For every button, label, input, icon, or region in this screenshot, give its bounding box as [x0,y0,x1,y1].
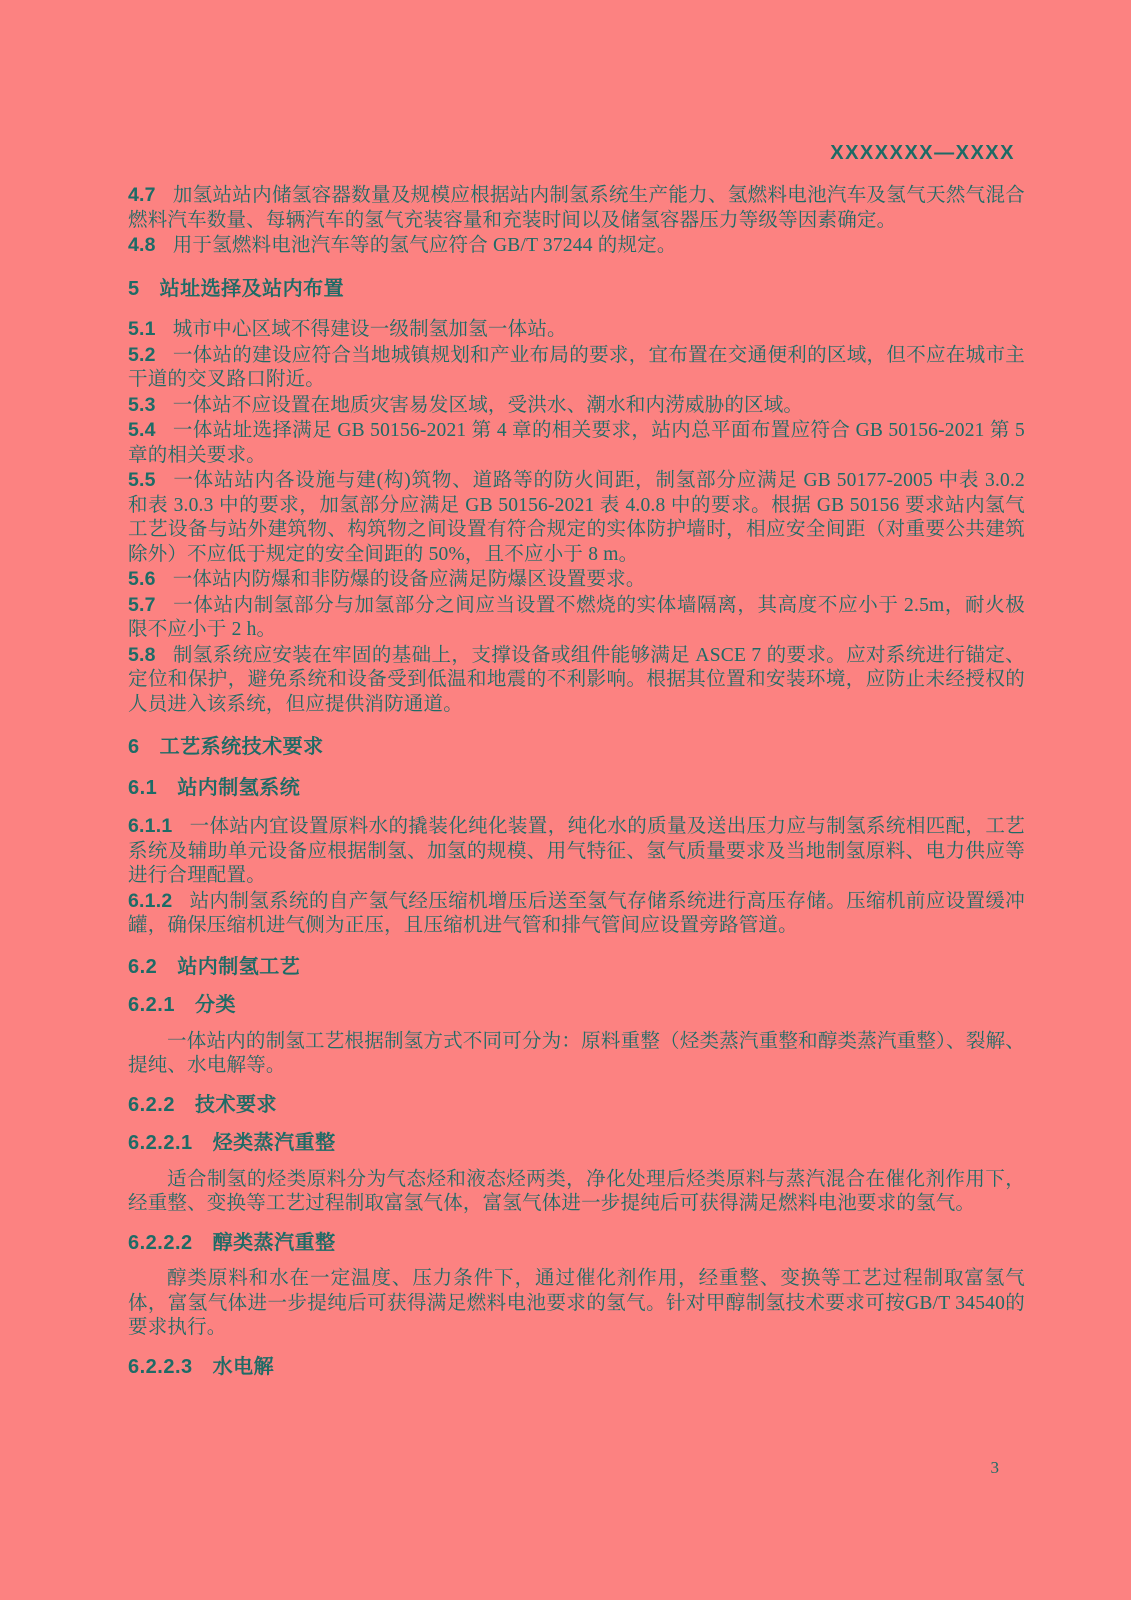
clause-text: 一体站站内各设施与建(构)筑物、道路等的防火间距，制氢部分应满足 GB 50177-2005 中表 3.0.2 和表 3.0.3 中的要求，加氢部分应满足 GB 50156-2021 表 4.0.8 中的要求。根据 GB 50156 要求站内氢气工艺设备与站外建筑物、构筑物之间设置有符合规定的实体防护墙时，相应安全间距（对重要公共建筑除外）不应低于规定的安全间距的 50%，且不应小于 8 m。 [128,470,1025,565]
section-heading [128,776,1025,801]
clause-number: 4.7 [128,184,156,206]
section-heading [128,1355,1025,1380]
page-number: 3 [990,1458,999,1477]
paragraph [128,1168,1025,1217]
heading-title: 醇类蒸汽重整 [212,1231,336,1254]
content [128,183,1025,1379]
section-heading [128,955,1025,980]
paragraph [128,1030,1025,1079]
heading-number: 6.1 [128,776,158,799]
clause-number: 5.2 [128,343,156,366]
clause [128,468,1025,567]
section-heading [128,993,1025,1018]
clause-text: 一体站内防爆和非防爆的设备应满足防爆区设置要求。 [172,569,646,590]
clause [128,343,1025,393]
clause-text: 用于氢燃料电池汽车等的氢气应符合 GB/T 37244 的规定。 [172,235,677,256]
heading-title: 烃类蒸汽重整 [212,1132,336,1154]
clause-text: 一体站址选择满足 GB 50156-2021 第 4 章的相关要求，站内总平面布置应符合 GB 50156-2021 第 5 章的相关要求。 [128,420,1025,466]
heading-number: 6.2.2.3 [128,1355,193,1378]
clause-text: 城市中心区域不得建设一级制氢加氢一体站。 [172,319,567,340]
clause-number: 5.7 [128,593,156,616]
heading-number: 6.2 [128,955,158,978]
section-heading [128,277,1025,302]
clause-text: 一体站内宜设置原料水的撬装化纯化装置，纯化水的质量及送出压力应与制氢系统相匹配，工艺系统及辅助单元设备应根据制氢、加氢的规模、用气特征、氢气质量要求及当地制氢原料、电力供应等进行合理配置。 [128,816,1025,886]
doc-number: XXXXXXX—XXXX [830,142,1015,164]
heading-title: 站内制氢工艺 [177,955,301,978]
paragraph-text: 醇类原料和水在一定温度、压力条件下，通过催化剂作用，经重整、变换等工艺过程制取富氢气体，富氢气体进一步提纯后可获得满足燃料电池要求的氢气。针对甲醇制氢技术要求可按GB/T 34540的要求执行。 [128,1268,1025,1338]
clause-text: 加氢站站内储氢容器数量及规模应根据站内制氢系统生产能力、氢燃料电池汽车及氢气天然气混合燃料汽车数量、每辆汽车的氢气充装容量和充装时间以及储氢容器压力等级等因素确定。 [128,185,1025,231]
paragraph-text: 一体站内的制氢工艺根据制氢方式不同可分为：原料重整（烃类蒸汽重整和醇类蒸汽重整）、裂解、提纯、水电解等。 [128,1030,1025,1076]
heading-title: 工艺系统技术要求 [159,736,324,758]
clause [128,889,1025,939]
clause-text: 一体站的建设应符合当地城镇规划和产业布局的要求，宜布置在交通便利的区域，但不应在城市主干道的交叉路口附近。 [128,344,1025,390]
clause [128,317,1025,343]
clause [128,393,1025,419]
heading-number: 6.2.2.1 [128,1132,193,1154]
heading-number: 6.2.2 [128,1093,175,1116]
heading-number: 6.2.1 [128,994,175,1016]
clause-number: 6.1.1 [128,815,173,837]
section-heading [128,1231,1025,1256]
clause-text: 一体站不应设置在地质灾害易发区域，受洪水、潮水和内涝威胁的区域。 [172,394,804,416]
clause [128,814,1025,889]
section-heading [128,735,1025,760]
clause-text: 一体站内制氢部分与加氢部分之间应当设置不燃烧的实体墙隔离，其高度不应小于 2.5m，耐火极限不应小于 2 h。 [128,594,1025,640]
heading-title: 技术要求 [194,1093,277,1116]
clause-number: 5.5 [128,469,156,491]
clause [128,233,1025,259]
clause-number: 5.6 [128,568,156,590]
clause [128,643,1025,718]
clause-text: 站内制氢系统的自产氢气经压缩机增压后送至氢气存储系统进行高压存储。压缩机前应设置缓冲罐，确保压缩机进气侧为正压，且压缩机进气管和排气管间应设置旁路管道。 [128,890,1025,936]
heading-number: 5 [128,277,140,300]
clause [128,183,1025,233]
clause-number: 5.1 [128,318,156,340]
clause-number: 5.8 [128,643,156,666]
clause [128,593,1025,643]
heading-title: 站址选择及站内布置 [159,277,345,300]
clause-text: 制氢系统应安装在牢固的基础上，支撑设备或组件能够满足 ASCE 7 的要求。应对系统进行锚定、定位和保护，避免系统和设备受到低温和地震的不利影响。根据其位置和安装环境，应防止未经授权的人员进入该系统，但应提供消防通道。 [128,644,1025,715]
section-heading [128,1093,1025,1118]
clause-number: 5.4 [128,419,156,441]
clause [128,567,1025,593]
heading-number: 6.2.2.2 [128,1231,193,1254]
paragraph-text: 适合制氢的烃类原料分为气态烃和液态烃两类，净化处理后烃类原料与蒸汽混合在催化剂作用下，经重整、变换等工艺过程制取富氢气体，富氢气体进一步提纯后可获得满足燃料电池要求的氢气。 [128,1168,1025,1214]
clause-number: 6.1.2 [128,889,173,912]
paragraph [128,1267,1025,1341]
clause [128,418,1025,468]
clause-number: 4.8 [128,234,156,256]
section-heading [128,1131,1025,1156]
heading-title: 水电解 [212,1355,275,1378]
clause-number: 5.3 [128,393,156,416]
heading-title: 站内制氢系统 [177,776,301,799]
heading-title: 分类 [194,994,236,1016]
heading-number: 6 [128,736,140,758]
